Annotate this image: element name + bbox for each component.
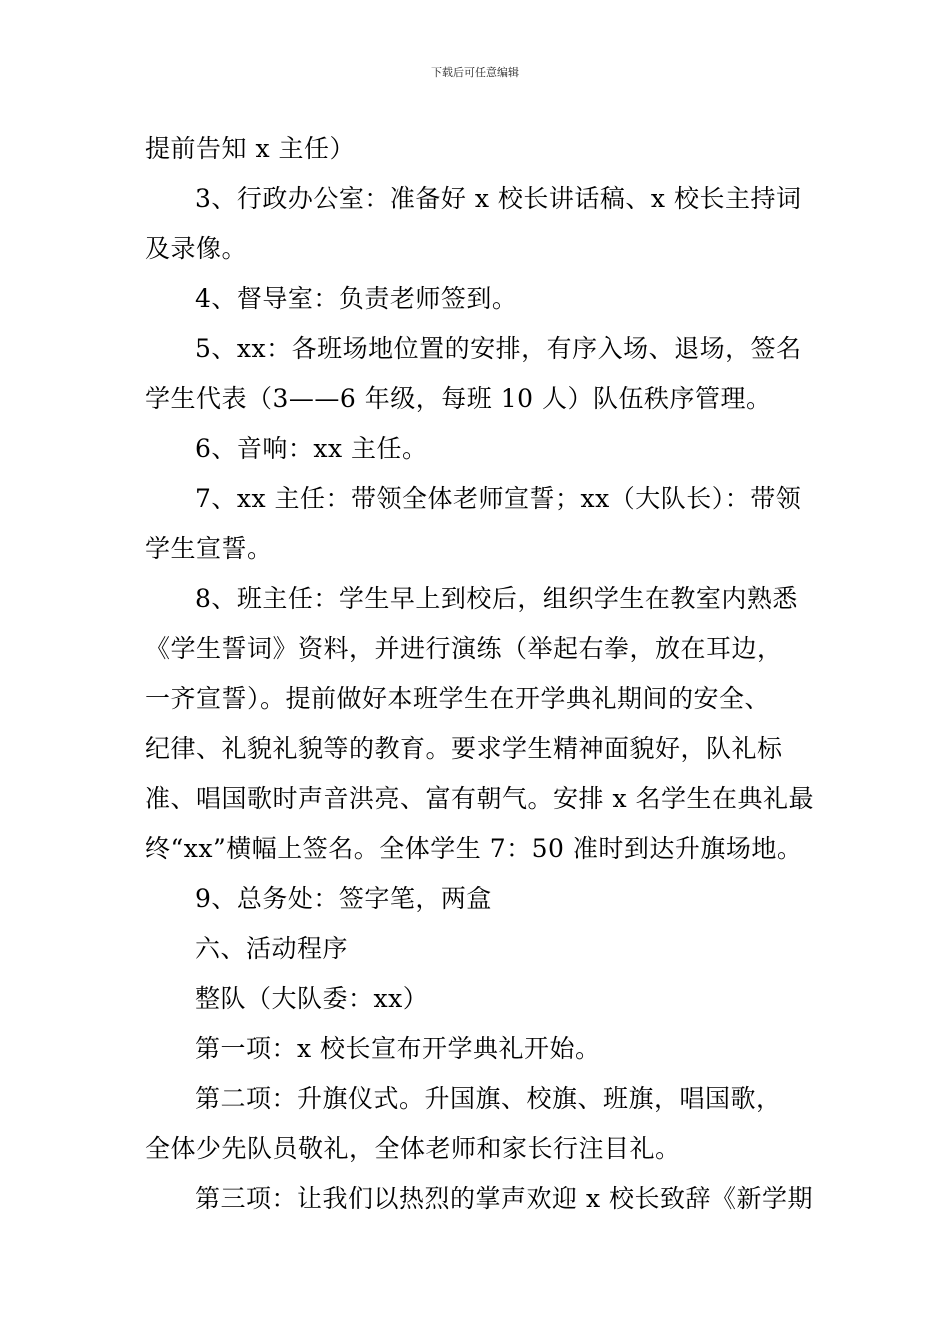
text-line: 终“xx”横幅上签名。全体学生 7：50 准时到达升旗场地。 xyxy=(145,834,803,863)
text-line: 第三项：让我们以热烈的掌声欢迎 x 校长致辞《新学期 xyxy=(195,1184,813,1213)
text-line: 6、音响：xx 主任。 xyxy=(195,434,428,463)
section-heading: 六、活动程序 xyxy=(195,934,349,963)
text-line: 提前告知 x 主任） xyxy=(145,134,355,163)
text-line: 第二项：升旗仪式。升国旗、校旗、班旗，唱国歌， xyxy=(195,1084,782,1113)
page-header-note: 下载后可任意编辑 xyxy=(431,66,519,79)
text-line: 9、总务处：签字笔，两盒 xyxy=(195,884,492,913)
text-line: 准、唱国歌时声音洪亮、富有朝气。安排 x 名学生在典礼最 xyxy=(145,784,814,813)
text-line: 《学生誓词》资料，并进行演练（举起右拳，放在耳边， xyxy=(145,634,783,663)
document-body xyxy=(145,124,814,1224)
text-line: 4、督导室：负责老师签到。 xyxy=(195,284,518,313)
text-line: 7、xx 主任：带领全体老师宣誓；xx（大队长）：带领 xyxy=(195,484,802,513)
text-line: 学生宣誓。 xyxy=(145,534,273,563)
text-line: 5、xx：各班场地位置的安排，有序入场、退场，签名 xyxy=(195,334,802,363)
text-line: 3、行政办公室：准备好 x 校长讲话稿、x 校长主持词 xyxy=(195,184,802,213)
text-line: 一齐宣誓）。提前做好本班学生在开学典礼期间的安全、 xyxy=(145,684,771,713)
text-line: 纪律、礼貌礼貌等的教育。要求学生精神面貌好，队礼标 xyxy=(145,734,783,763)
text-line: 全体少先队员敬礼，全体老师和家长行注目礼。 xyxy=(145,1134,681,1163)
text-line: 整队（大队委：xx） xyxy=(195,984,429,1013)
text-line: 8、班主任：学生早上到校后，组织学生在教室内熟悉 xyxy=(195,584,798,613)
text-line: 及录像。 xyxy=(145,234,248,263)
text-line: 第一项：x 校长宣布开学典礼开始。 xyxy=(195,1034,601,1063)
text-line: 学生代表（3——6 年级，每班 10 人）队伍秩序管理。 xyxy=(145,384,772,413)
